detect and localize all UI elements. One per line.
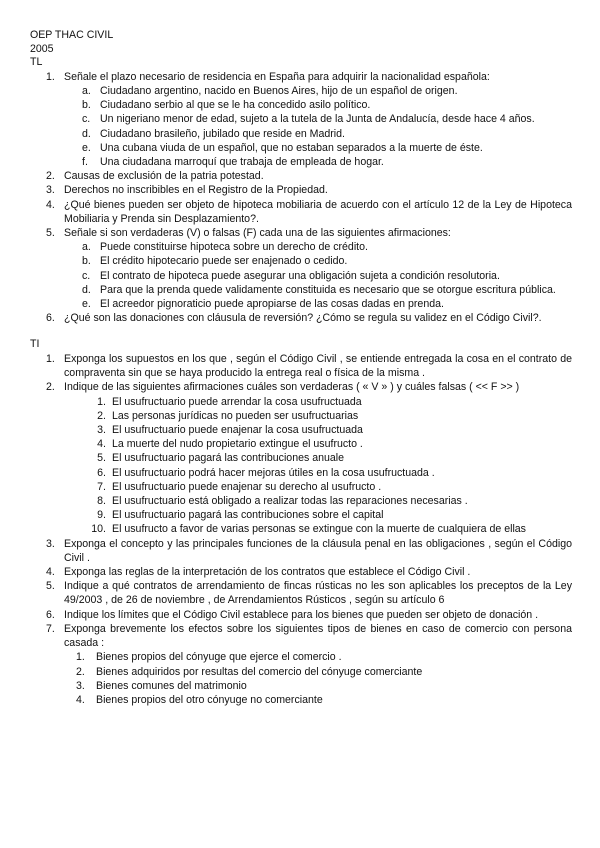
ti-question-6: 6. Indique los límites que el Código Civil establece para los bienes que pueden ser objeto de donación . [46, 608, 539, 621]
ti-q2-statement-3: 3. El usufructuario puede enajenar la cosa usufructuada [97, 424, 363, 437]
tl-q5-option-b: b. El crédito hipotecario puede ser enajenado o cedido. [82, 255, 348, 268]
question-text: Señale el plazo necesario de residencia en España para adquirir la nacionalidad española: [64, 70, 490, 83]
ti-question-7: 7. Exponga brevemente los efectos sobre los siguientes tipos de bienes en caso de comercio con persona casada : [46, 622, 572, 650]
document-title: OEP THAC CIVIL [30, 29, 114, 41]
ti-q2-statement-10: 10. El usufructo a favor de varias personas se extingue con la muerte de cualquiera de ellas [91, 523, 526, 536]
ti-question-4: 4. Exponga las reglas de la interpretación de los contratos que establece el Código Civil . [46, 566, 471, 579]
ti-q2-statement-9: 9. El usufructuario pagará las contribuciones sobre el capital [97, 509, 384, 522]
tl-q1-option-e: e. Una cubana viuda de un español, que no estaban separados a la muerte de éste. [82, 141, 483, 154]
tl-q5-option-e: e. El acreedor pignoraticio puede apropiarse de las cosas dadas en prenda. [82, 298, 444, 311]
tl-question-6: 6. ¿Qué son las donaciones con cláusula de reversión? ¿Cómo se regula su validez en el Código Civil?. [46, 312, 542, 325]
section-heading-tl: TL [30, 56, 43, 69]
tl-question-1 [30, 70, 572, 84]
tl-question-4: 4. ¿Qué bienes pueden ser objeto de hipoteca mobiliaria de acuerdo con el artículo 12 de la Ley de Hipoteca Mobiliaria y Prenda sin Desplazamiento?. [46, 198, 572, 225]
ti-q7-item-4: 4. Bienes propios del otro cónyuge no comerciante [76, 693, 323, 706]
ti-question-2: 2. Indique de las siguientes afirmaciones cuáles son verdaderas ( « V » ) y cuáles falsas ( << F >> ) [46, 381, 520, 394]
tl-question-5: 5. Señale si son verdaderas (V) o falsas (F) cada una de las siguientes afirmaciones: [46, 227, 451, 240]
ti-q7-item-2: 2. Bienes adquiridos por resultas del comercio del cónyuge comerciante [76, 665, 423, 678]
ti-q2-statement-6: 6. El usufructuario podrá hacer mejoras útiles en la cosa usufructuada . [97, 466, 435, 479]
ti-q2-statement-5: 5. El usufructuario pagará las contribuciones anuale [97, 452, 345, 465]
tl-q1-option-b: b. Ciudadano serbio al que se le ha concedido asilo político. [82, 99, 371, 112]
tl-question-2: 2. Causas de exclusión de la patria potestad. [46, 170, 264, 183]
ti-q7-item-3: 3. Bienes comunes del matrimonio [76, 679, 247, 692]
ti-q2-statement-8: 8. El usufructuario está obligado a realizar todas las reparaciones necesarias . [97, 495, 468, 508]
tl-q1-option-c: c. Un nigeriano menor de edad, sujeto a la tutela de la Junta de Andalucía, desde hace 4 años. [82, 113, 535, 126]
ti-q2-statement-7: 7. El usufructuario puede enajenar su derecho al usufructo . [97, 480, 382, 493]
document-year: 2005 [30, 42, 54, 55]
tl-q1-option-d: d. Ciudadano brasileño, jubilado que reside en Madrid. [82, 127, 345, 140]
tl-q5-option-a: a. Puede constituirse hipoteca sobre un derecho de crédito. [82, 241, 368, 254]
tl-q1-option-a: a. Ciudadano argentino, nacido en Buenos Aires, hijo de un español de origen. [82, 84, 458, 97]
question-number: 1. [46, 70, 55, 83]
ti-question-3: 3. Exponga el concepto y las principales funciones de la cláusula penal en las obligaciones , según el Código Civil . [46, 537, 572, 564]
ti-q2-statement-1: 1. El usufructuario puede arrendar la cosa usufructuada [97, 395, 362, 408]
document-page [30, 29, 572, 707]
tl-q1-option-f: f. Una ciudadana marroquí que trabaja de empleada de hogar. [82, 156, 384, 168]
section-heading-ti: TI [30, 338, 40, 351]
ti-q2-statement-2: 2. Las personas jurídicas no pueden ser usufructuarias [97, 409, 359, 422]
tl-question-3: 3. Derechos no inscribibles en el Registro de la Propiedad. [46, 184, 328, 197]
ti-q2-statement-4: 4. La muerte del nudo propietario extingue el usufructo . [97, 438, 363, 451]
tl-q5-option-c: c. El contrato de hipoteca puede asegurar una obligación sujeta a condición resolutoria. [82, 269, 500, 282]
tl-q5-option-d: d. Para que la prenda quede validamente constituida es necesario que se otorgue escritura pública. [82, 283, 556, 296]
ti-question-5: 5. Indique a qué contratos de arrendamiento de fincas rústicas no les son aplicables los preceptos de la Ley 49/2003 , de 26 de noviembre , de Arrendamientos Rústicos , según su artículo 6 [46, 580, 572, 607]
ti-question-1: 1. Exponga los supuestos en los que , según el Código Civil , se entiende entregada la cosa en el contrato de compraventa sin que se haya producido la entrega real o física de la misma . [46, 353, 572, 380]
ti-q7-item-1: 1. Bienes propios del cónyuge que ejerce el comercio . [76, 651, 342, 664]
